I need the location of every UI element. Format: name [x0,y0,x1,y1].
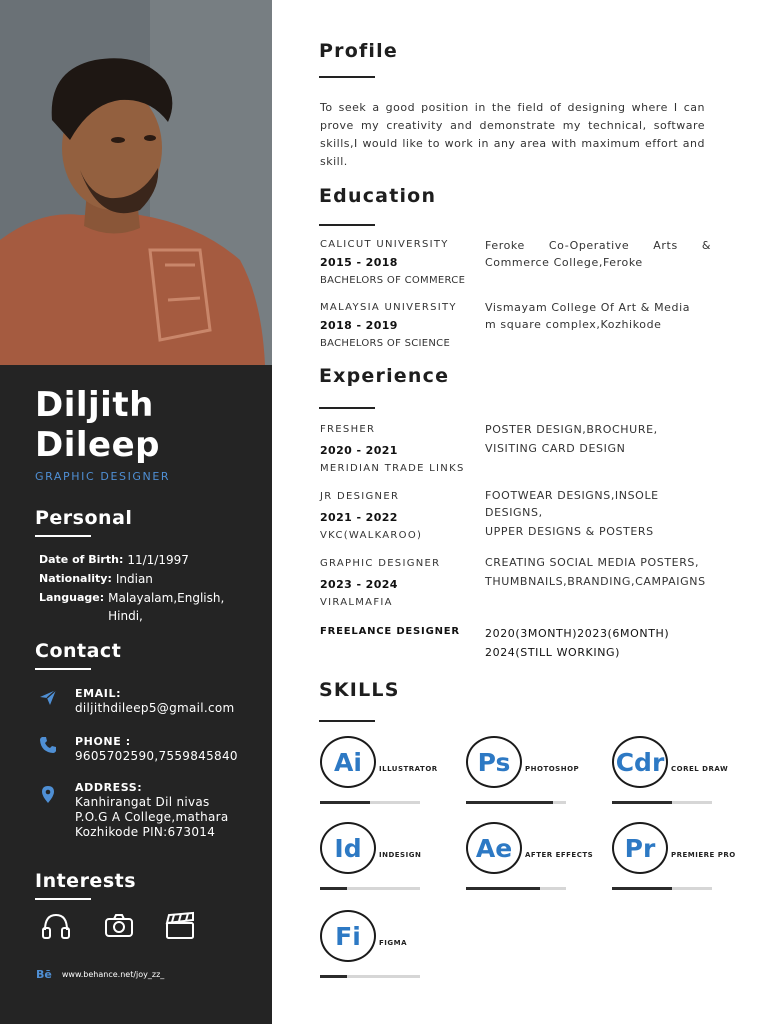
personal-details [39,551,264,626]
nationality-label: Nationality: [39,572,112,585]
edu-school: CALICUT UNIVERSITY [320,239,449,250]
name-last: Dileep [35,425,160,465]
skill-name: AFTER EFFECTS [525,851,594,859]
language-value-line2: Hindi, [108,609,143,623]
experience-heading: Experience [319,365,450,387]
skill-level-bar [320,975,420,978]
person-name [35,385,160,465]
exp-detail-line1: CREATING SOCIAL MEDIA POSTERS, [485,556,700,569]
exp-years: 2023 - 2024 [320,578,398,591]
email-body [75,687,275,716]
skill-level-fill [612,887,672,890]
skill-logo-icon: Cdr [612,736,668,788]
skill-level-bar [466,887,566,890]
phone-body [75,735,275,764]
edu-detail-line1: Vismayam College Of Art & Media [485,301,691,314]
exp-detail [485,487,711,540]
exp-detail-line2: 2024(STILL WORKING) [485,646,621,659]
profile-heading: Profile [319,40,398,62]
contact-rule [35,668,91,670]
skill-name: ILLUSTRATOR [379,765,438,773]
exp-detail-line2: VISITING CARD DESIGN [485,442,626,455]
exp-detail-line1: POSTER DESIGN,BROCHURE, [485,423,658,436]
skill-level-bar [466,801,566,804]
dob-row [39,551,264,569]
exp-detail [485,421,711,457]
exp-company: VIRALMAFIA [320,597,393,608]
experience-item [320,623,480,641]
exp-detail [485,554,711,590]
personal-heading: Personal [35,507,133,529]
email-label: EMAIL: [75,687,122,700]
address-line-1: Kanhirangat Dil nivas [75,795,210,809]
name-first: Diljith [35,385,154,425]
skill-level-fill [320,801,370,804]
skill-name: INDESIGN [379,851,422,859]
edu-school: MALAYSIA UNIVERSITY [320,302,457,313]
language-value-line1: Malayalam,English, [108,591,225,605]
education-rule [319,224,375,226]
edu-detail: Feroke Co-Operative Arts & Commerce College,Feroke [485,239,711,269]
skill-logo-icon: Id [320,822,376,874]
language-label: Language: [39,591,105,604]
skill-name: FIGMA [379,939,408,947]
exp-title: GRAPHIC DESIGNER [320,558,441,569]
email-value[interactable]: diljithdileep5@gmail.com [75,701,235,715]
profile-photo [0,0,272,365]
language-value [108,589,224,625]
exp-company: MERIDIAN TRADE LINKS [320,463,465,474]
experience-item [320,555,480,612]
address-label: ADDRESS: [75,781,143,794]
edu-degree: BACHELORS OF SCIENCE [320,338,451,349]
nationality-row [39,570,264,588]
skill-level-bar [612,887,712,890]
profile-rule [319,76,375,78]
education-heading: Education [319,185,437,207]
skill-logo-icon: Ps [466,736,522,788]
exp-company: VKC(WALKAROO) [320,530,423,541]
location-pin-icon [38,785,58,805]
skills-heading: SKILLS [319,679,400,701]
experience-item [320,421,480,478]
clapperboard-icon [164,910,196,946]
skill-name: PREMIERE PRO [671,851,736,859]
exp-title: JR DESIGNER [320,491,400,502]
personal-rule [35,535,91,537]
edu-years: 2015 - 2018 [320,256,398,269]
language-row [39,589,264,625]
exp-detail-line1: 2020(3MONTH)2023(6MONTH) [485,627,670,640]
skill-level-fill [466,887,540,890]
skill-level-bar [612,801,712,804]
edu-detail-line2: m square complex,Kozhikode [485,318,662,331]
behance-url[interactable]: www.behance.net/joy_zz_ [61,970,165,979]
address-body [75,781,275,840]
skill-logo-icon: Ai [320,736,376,788]
interests-rule [35,898,91,900]
skill-level-fill [466,801,553,804]
phone-icon [38,735,58,755]
experience-item [320,488,480,545]
address-line-2: P.O.G A College,mathara [75,810,229,824]
skill-logo-icon: Pr [612,822,668,874]
nationality-value: Indian [115,572,153,586]
edu-years: 2018 - 2019 [320,319,398,332]
exp-years: 2021 - 2022 [320,511,398,524]
address-line-3: Kozhikode PIN:673014 [75,825,216,839]
dob-value: 11/1/1997 [127,553,189,567]
experience-rule [319,407,375,409]
skill-name: COREL DRAW [671,765,729,773]
phone-value[interactable]: 9605702590,7559845840 [75,749,238,763]
exp-years: 2020 - 2021 [320,444,398,457]
education-item [320,299,480,353]
skill-level-fill [320,887,347,890]
camera-icon [103,910,135,946]
skill-name: PHOTOSHOP [525,765,580,773]
interests-heading: Interests [35,870,137,892]
exp-detail-line2: UPPER DESIGNS & POSTERS [485,525,654,538]
edu-detail [485,299,711,333]
contact-heading: Contact [35,640,122,662]
job-title: GRAPHIC DESIGNER [35,470,171,483]
edu-degree: BACHELORS OF COMMERCE [320,275,466,286]
behance-link[interactable] [36,968,164,981]
exp-detail-line2: THUMBNAILS,BRANDING,CAMPAIGNS [485,575,706,588]
education-item [320,236,480,290]
profile-text: To seek a good position in the field of designing where I can prove my creativity and demonstrate my technical, software skills,I would like to work in any area with maximum effort and skill. [320,101,705,168]
behance-logo-icon: Bē [36,968,52,981]
headphones-icon [40,910,72,946]
exp-title: FREELANCE DESIGNER [320,626,460,637]
skill-level-bar [320,887,420,890]
skill-logo-icon: Fi [320,910,376,962]
exp-title: FRESHER [320,424,376,435]
skill-logo-icon: Ae [466,822,522,874]
skills-rule [319,720,375,722]
dob-label: Date of Birth: [39,553,124,566]
exp-detail-line1: FOOTWEAR DESIGNS,INSOLE DESIGNS, [485,489,659,519]
exp-detail [485,625,711,661]
skill-level-fill [612,801,672,804]
interest-icons [40,910,220,944]
sidebar [0,0,272,1024]
skill-level-fill [320,975,347,978]
skill-level-bar [320,801,420,804]
phone-label: PHONE : [75,735,131,748]
send-icon [38,687,58,707]
